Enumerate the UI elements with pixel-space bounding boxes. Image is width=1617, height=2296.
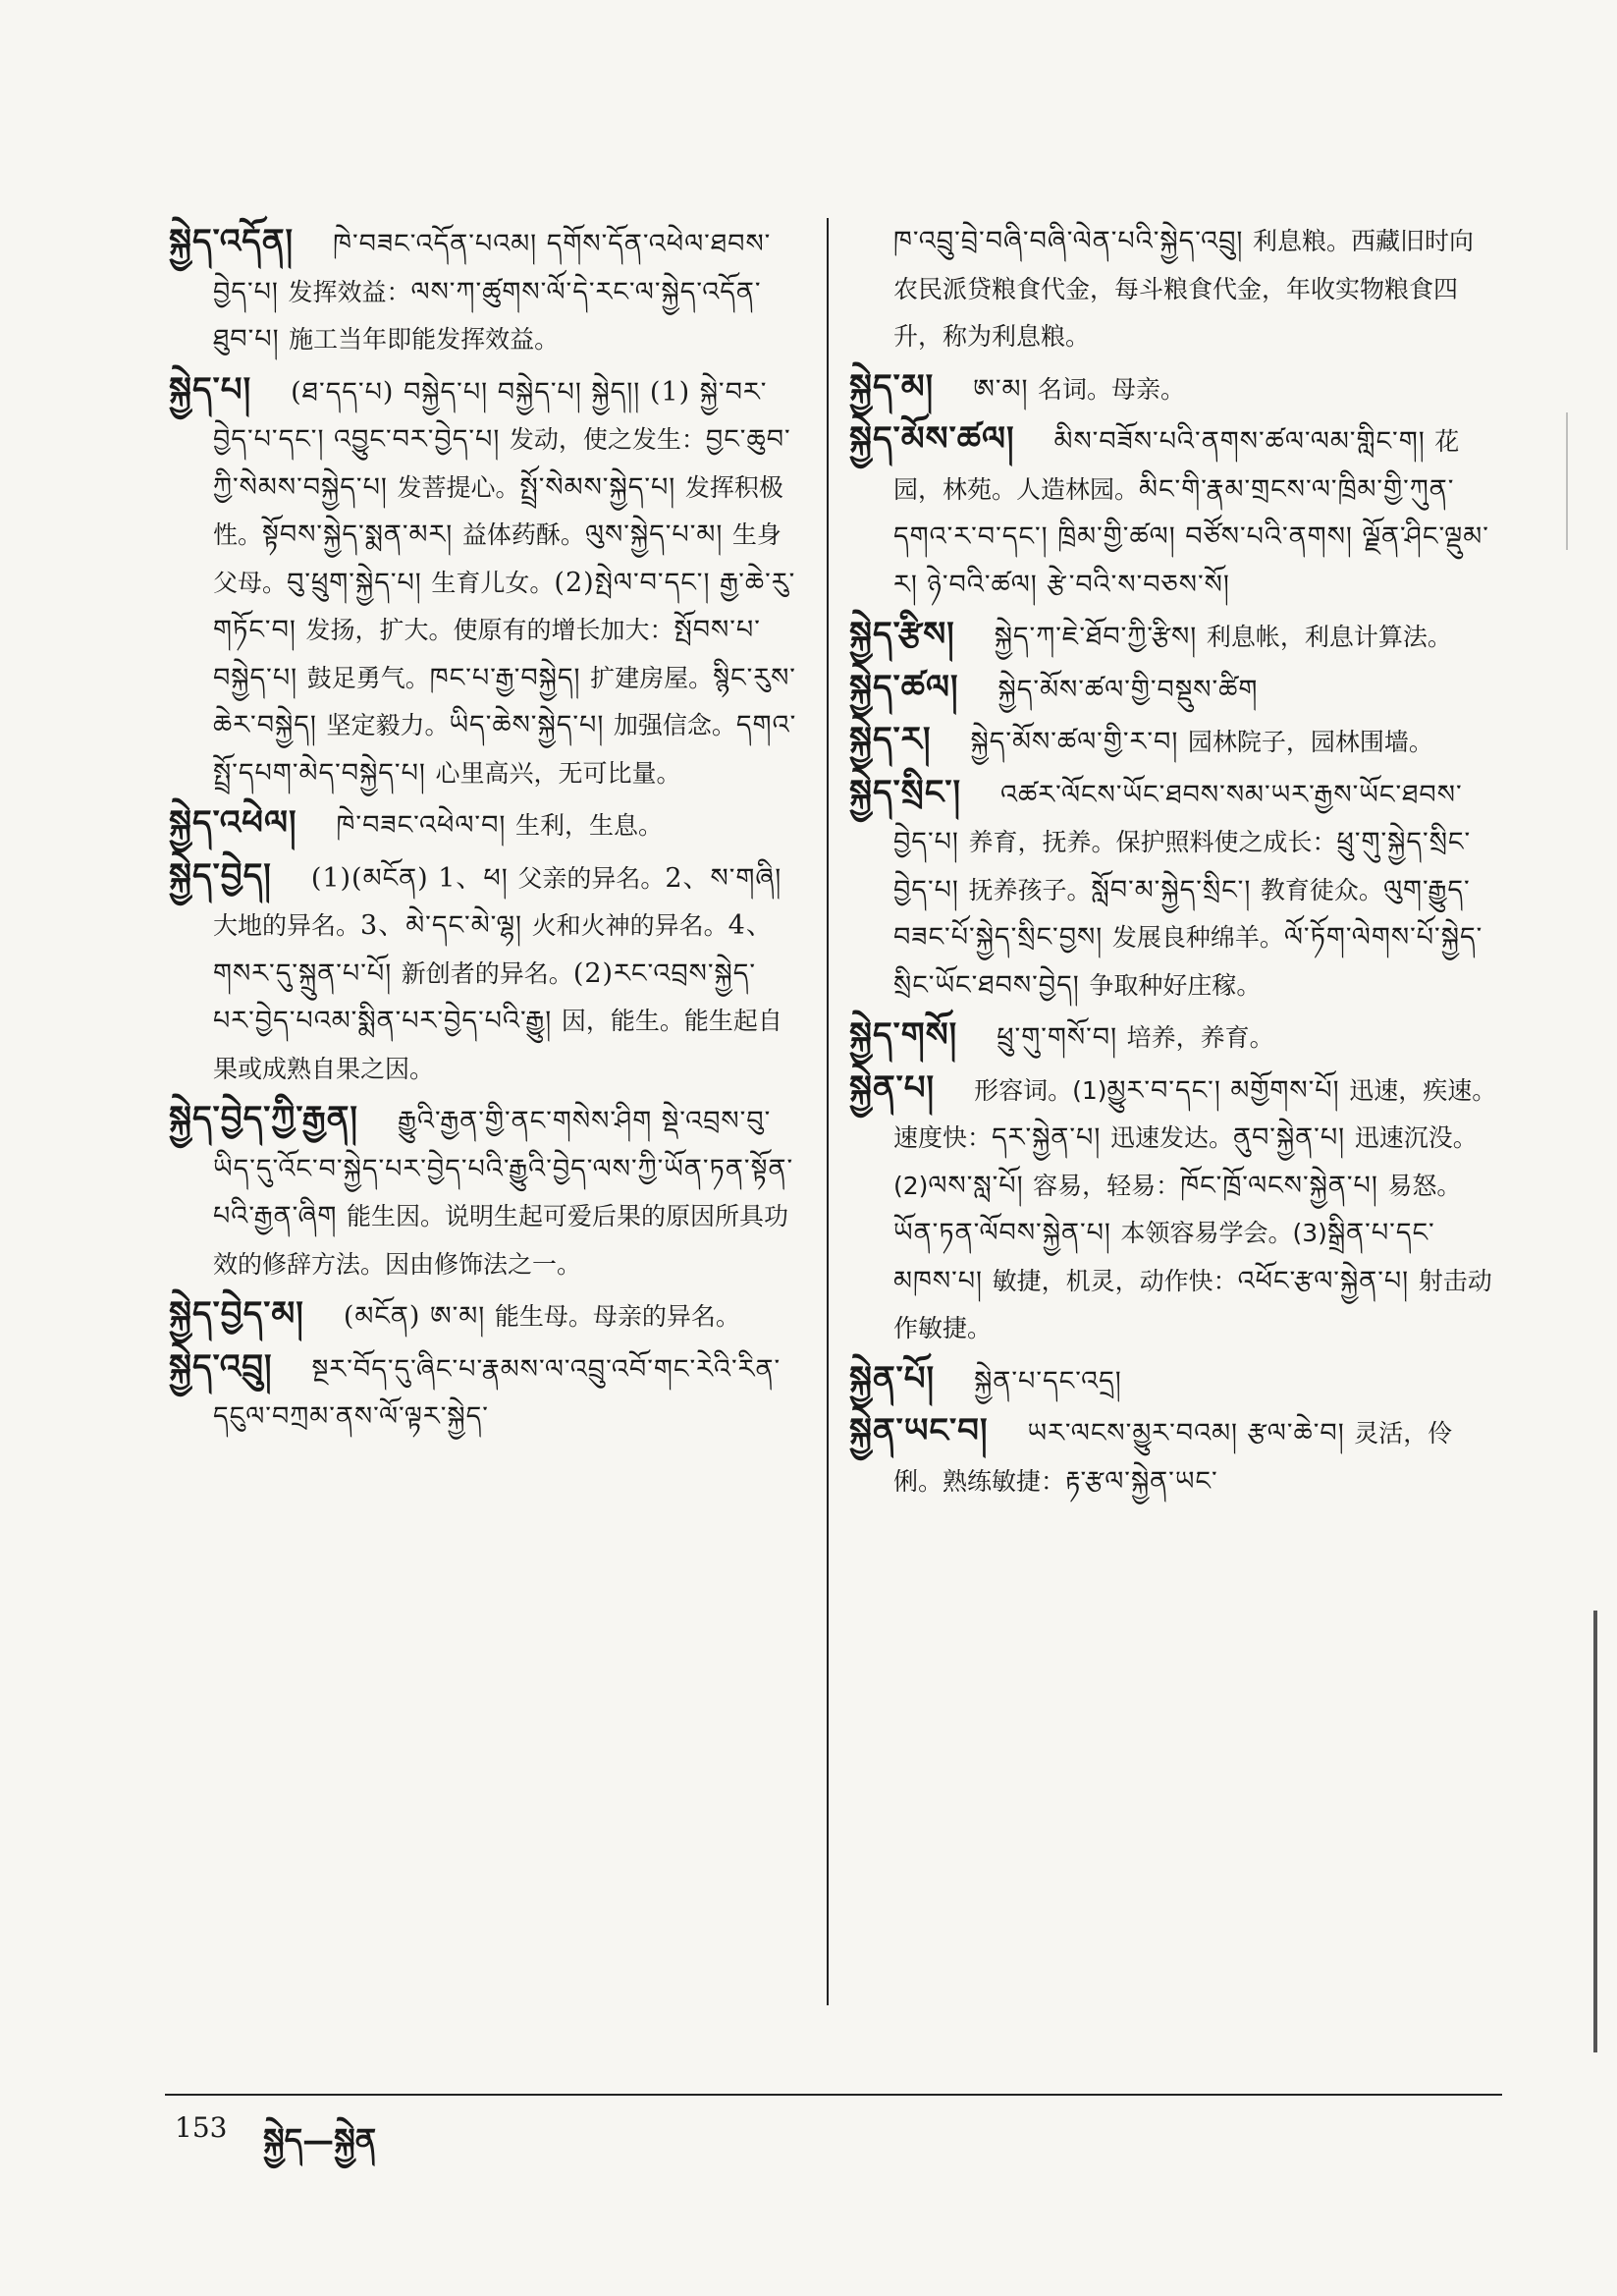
tibetan-text: ཁ་འབྲུ་བྲེ་བཞི་བཞི་ལེན་པའི་སྐྱེད་འབྲུ།	[893, 226, 1254, 256]
chinese-gloss: 利息粮。西藏旧时向农民派贷粮食代金，每斗粮食代金，年收实物粮食四升，称为利息粮。	[893, 227, 1475, 351]
tibetan-text: སྐྱེན་པ་དང་འདྲ།	[974, 1365, 1122, 1396]
right-column	[849, 218, 1497, 1507]
page-number: 153	[175, 2111, 228, 2144]
entry-headword: སྐྱེད་རྩིས།	[849, 615, 955, 654]
tibetan-text: དགའ་སྤྲོ་དཔག་མེད་བསྐྱེད་པ།	[213, 710, 797, 789]
dictionary-entry	[849, 664, 1497, 715]
chinese-gloss: 迅速沉没。(2)	[893, 1123, 1478, 1200]
chinese-gloss: 发动，使之发生：	[509, 425, 706, 454]
dictionary-entry	[849, 218, 1497, 361]
chinese-gloss: 新创者的异名。	[401, 958, 573, 988]
chinese-gloss: 容易，轻易：	[1033, 1171, 1181, 1200]
entry-headword: སྐྱེད་འབྲུ།	[169, 1346, 273, 1387]
dictionary-entry	[849, 769, 1497, 1011]
tibetan-text: སྤྲོ་སེམས་སྐྱེད་པ།	[519, 471, 685, 503]
tibetan-text: འཕོང་རྩལ་སྐྱེན་པ།	[1237, 1265, 1419, 1296]
chinese-gloss: 教育徒众。	[1260, 875, 1383, 904]
chinese-gloss: 发展良种绵羊。	[1111, 923, 1284, 952]
tibetan-text: (མངོན) ཨ་མ།	[343, 1301, 495, 1332]
tibetan-text: ཡིད་ཆེས་སྐྱེད་པ།	[449, 710, 614, 740]
chinese-gloss: 园林院子，园林围墙。	[1187, 728, 1433, 756]
chinese-gloss: 养育，抚养。保护照料使之成长：	[968, 828, 1337, 856]
tibetan-text: ཁེ་བཟང་འདོན་པའམ། དགོས་དོན་འཕེལ་ཐབས་བྱེད་པ།	[213, 229, 772, 307]
tibetan-text: ཕྲུ་གུ་གསོ་བ།	[997, 1022, 1127, 1053]
chinese-gloss: 射击动作敏捷。	[893, 1266, 1492, 1342]
entry-headword: སྐྱེད་གསོ།	[849, 1015, 958, 1055]
tibetan-text: ནུབ་སྐྱེན་པ།	[1232, 1122, 1355, 1153]
chinese-gloss: 发挥效益：	[288, 277, 411, 306]
tibetan-text: བུ་ཕྲུག་སྐྱེད་པ།	[287, 567, 432, 598]
chinese-gloss: 能生母。母亲的异名。	[494, 1302, 740, 1331]
chinese-gloss: 利息帐，利息计算法。	[1206, 623, 1452, 651]
scan-edge-bar	[1593, 1611, 1597, 2052]
tibetan-text: སྙིང་རུས་ཆེར་བསྐྱེད།	[213, 662, 796, 740]
tibetan-text: ལས་སླ་པོ།	[928, 1170, 1034, 1201]
tibetan-text: ཡར་ལངས་མྱུར་བའམ། རྩལ་ཆེ་བ།	[1027, 1418, 1355, 1449]
chinese-gloss: 名词。母亲。	[1038, 374, 1186, 404]
chinese-gloss: 抚养孩子。	[968, 875, 1092, 904]
entry-headword: སྐྱེན་ཡང་བ།	[849, 1411, 989, 1450]
running-head: སྐྱེད—སྐྱེན	[263, 2121, 377, 2159]
tibetan-text: སྤོབས་པ་བསྐྱེད་པ།	[213, 615, 761, 693]
footer-rule	[165, 2094, 1502, 2096]
chinese-gloss: 生身父母。	[213, 520, 782, 597]
chinese-gloss: 鼓足勇气。	[306, 663, 430, 692]
dictionary-entry	[849, 1407, 1497, 1505]
chinese-gloss: 因，能生。能生起自果或成熟自果之因。	[213, 1007, 782, 1083]
entry-headword: སྐྱེད་འདོན།	[169, 222, 295, 261]
chinese-gloss: 扩建房屋。	[590, 663, 714, 692]
chinese-gloss: 迅速，疾速。速度快：	[893, 1075, 1497, 1152]
tibetan-text: སྐྱེད་མོས་ཚལ་གྱི་ར་བ།	[970, 727, 1188, 757]
chinese-gloss: 生利，生息。	[514, 811, 663, 840]
dictionary-entry	[169, 1290, 797, 1341]
chinese-gloss: 火和火神的异名。	[531, 911, 728, 940]
tibetan-text: ལུས་སྐྱེད་པ་མ།	[584, 519, 732, 550]
tibetan-text: ཡོན་ཏན་ལོབས་སྐྱེན་པ།	[893, 1218, 1121, 1248]
tibetan-text: ཁེ་བཟང་འཕེལ་བ།	[336, 810, 515, 841]
dictionary-entry	[169, 1343, 797, 1442]
tibetan-text: ལུག་རྒྱུད་བཟང་པོ་སྐྱེད་སྲིང་བྱས།	[893, 874, 1471, 953]
entry-headword: སྐྱེད་མ།	[849, 366, 935, 407]
left-column	[169, 218, 797, 1444]
chinese-gloss: 形容词。(1)	[974, 1075, 1107, 1105]
chinese-gloss: 本领容易学会。(3)	[1120, 1219, 1327, 1247]
dictionary-entry	[849, 1011, 1497, 1063]
chinese-gloss: 父亲的异名。	[517, 863, 666, 893]
chinese-gloss: 大地的异名。	[213, 911, 361, 940]
entry-headword: སྐྱེད་ར།	[849, 720, 932, 759]
dictionary-entry	[169, 852, 797, 1094]
tibetan-text: རྒྱུའི་རྒྱན་གྱི་ནང་གསེས་ཤིག སྡེ་འབྲས་བུ་ཡིད་དུ་འོང་བ་སྐྱེད་པར་བྱེད་པའི་རྒྱུའི་བྱེད་ལས་ཀྱི་ཡོན་ཏན་སྟོན་པའི་རྒྱན་ཞིག	[213, 1106, 794, 1231]
tibetan-text: (1)(མངོན) 1、ཕ།	[310, 862, 518, 894]
entry-headword: སྐྱེད་སྲིང་།	[849, 772, 962, 812]
chinese-gloss: 培养，养育。	[1126, 1023, 1274, 1052]
tibetan-text: (2)རང་འབྲས་སྐྱེད་པར་བྱེད་པའམ་སྨིན་པར་བྱེད་པའི་རྒྱུ།	[213, 957, 757, 1036]
chinese-gloss: 争取种好庄稼。	[1089, 970, 1262, 1000]
dictionary-entry	[169, 1095, 797, 1288]
tibetan-text: (2)སྤེལ་བ་དང་། རྒྱ་ཆེ་རུ་གཏོང་བ།	[213, 567, 796, 645]
entry-headword: སྐྱེད་འཕེལ།	[169, 803, 297, 843]
chinese-gloss: 益体药酥。	[461, 520, 585, 549]
tibetan-text: (ཐ་དད་པ) བསྐྱེད་པ། བསྐྱེད་པ། སྐྱེད།། (1) སྐྱེ་བར་བྱེད་པ་དང་། འབྱུང་བར་བྱེད་པ།	[213, 376, 768, 455]
dictionary-entry	[849, 1355, 1497, 1406]
tibetan-text: སྒྲིན་པ་དང་མཁས་པ།	[893, 1218, 1435, 1296]
chinese-gloss: 迅速发达。	[1109, 1123, 1233, 1152]
chinese-gloss: 敏捷，机灵，动作快：	[992, 1266, 1238, 1295]
tibetan-text: 4、གསར་དུ་སྐྲུན་པ་པོ།	[213, 910, 774, 989]
tibetan-text: ཁོང་ཁྲོ་ལངས་སྐྱེན་པ།	[1180, 1170, 1388, 1201]
chinese-gloss: 心里高兴，无可比量。	[435, 758, 681, 788]
tibetan-text: མིང་གི་རྣམ་གྲངས་ལ་ཁྲིམ་གྱི་ཀུན་དགའ་ར་བ་དང་། ཁྲིམ་གྱི་ཚལ། བཙོས་པའི་ནགས། ལྗོན་ཤིང་ལྡུམ་ར། ཉེ་བའི་ཚལ། རྩེ་བའི་ས་བཅས་སོ།	[893, 473, 1489, 600]
dictionary-entry	[169, 799, 797, 850]
tibetan-text: སློབ་མ་སྐྱེད་སྲིང་།	[1091, 874, 1261, 905]
tibetan-text: ལོ་ཏོག་ལེགས་པོ་སྐྱེད་སྲིང་ཡོང་ཐབས་བྱེད།	[893, 922, 1483, 1001]
chinese-gloss: 发挥积极性。	[213, 472, 783, 549]
tibetan-text: སྐྱེད་ཀ་ཇེ་ཐོབ་ཀྱི་རྩིས།	[994, 622, 1207, 652]
chinese-gloss: 坚定毅力。	[326, 711, 450, 739]
dictionary-entry	[849, 716, 1497, 767]
dictionary-entry	[169, 366, 797, 798]
dictionary-entry	[849, 611, 1497, 662]
entry-headword: སྐྱེད་བྱེད་མ།	[169, 1294, 304, 1334]
tibetan-text: ཕྲུ་གུ་སྐྱེད་སྲིང་བྱེད་པ།	[893, 827, 1472, 905]
chinese-gloss: 发菩提心。	[397, 472, 520, 502]
tibetan-text: 2、ས་གཞི།	[665, 862, 782, 894]
chinese-gloss: 发扬，扩大。使原有的增长加大：	[305, 616, 674, 644]
entry-headword: སྐྱེད་མོས་ཚལ།	[849, 419, 1015, 459]
tibetan-text: སྐྱེད་མོས་ཚལ་གྱི་བསྡུས་ཚིག	[997, 674, 1259, 705]
chinese-gloss: 灵活，伶俐。熟练敏捷：	[893, 1419, 1453, 1496]
scan-edge-mark	[1566, 412, 1578, 550]
entry-headword: སྐྱེན་པོ།	[849, 1358, 936, 1398]
chinese-gloss: 施工当年即能发挥效益。	[289, 325, 560, 354]
chinese-gloss: 能生因。说明生起可爱后果的原因所具功效的修辞方法。因由修饰法之一。	[213, 1202, 789, 1279]
column-divider	[827, 218, 829, 2005]
entry-headword: སྐྱེད་ཚལ།	[849, 667, 959, 707]
entry-headword: སྐྱེད་པ།	[169, 369, 252, 410]
tibetan-text: འཚར་ལོངས་ཡོང་ཐབས་སམ་ཡར་རྒྱས་ཡོང་ཐབས་བྱེད་པ།	[893, 779, 1463, 857]
tibetan-text: ཨ་མ།	[973, 373, 1039, 405]
entry-headword: སྐྱེད་བྱེད།	[169, 855, 272, 896]
dictionary-entry	[169, 218, 797, 364]
tibetan-text: བྱང་ཆུབ་ཀྱི་སེམས་བསྐྱེད་པ།	[213, 424, 791, 503]
chinese-gloss: 花园，林苑。人造林园。	[893, 427, 1460, 504]
tibetan-text: རྟ་རྩལ་སྐྱེན་ཡང་	[1065, 1465, 1218, 1497]
dictionary-entry	[849, 363, 1497, 414]
tibetan-text: སྔར་བོད་དུ་ཞིང་པ་རྣམས་ལ་འབྲུ་འབོ་གང་རེའི་རིན་དངུལ་བཀྲམ་ནས་ལོ་ལྟར་སྐྱེད་	[213, 1353, 782, 1432]
tibetan-text: དར་སྐྱེན་པ།	[992, 1122, 1110, 1153]
chinese-gloss: 易怒。	[1387, 1171, 1462, 1200]
entry-headword: སྐྱེན་པ།	[849, 1067, 936, 1108]
dictionary-entry	[849, 1065, 1497, 1353]
chinese-gloss: 生育儿女。	[431, 568, 555, 597]
tibetan-text: ཁང་པ་རྒྱ་བསྐྱེད།	[429, 662, 591, 693]
entry-headword: སྐྱེད་བྱེད་ཀྱི་རྒྱན།	[169, 1099, 358, 1138]
tibetan-text: ལས་ཀ་ཚུགས་ལོ་དེ་རང་ལ་སྐྱེད་འདོན་ཐུབ་པ།	[213, 276, 762, 355]
tibetan-text: 3、མེ་དང་མེ་ལྷ།	[360, 910, 532, 941]
tibetan-text: མིས་བཟོས་པའི་ནགས་ཚལ་ལམ་གླིང་ག།	[1053, 426, 1435, 457]
tibetan-text: མྱུར་བ་དང་། མགྱོགས་པོ།	[1106, 1074, 1350, 1106]
chinese-gloss: 加强信念。	[613, 711, 736, 739]
dictionary-entry	[849, 415, 1497, 609]
tibetan-text: སྟོབས་སྐྱེད་སྨན་མར།	[262, 519, 462, 550]
